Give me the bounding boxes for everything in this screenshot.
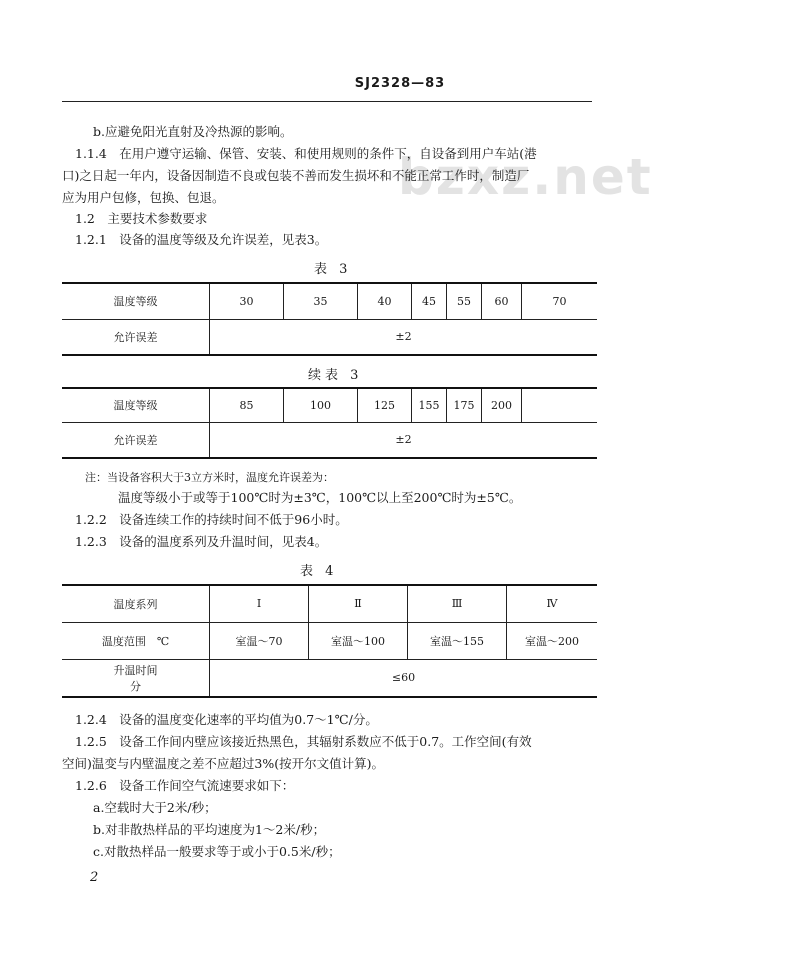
table3-continued [62,387,597,459]
table3-grade-cell: 55 [447,283,482,319]
table4-time-value: ≤60 [210,659,598,697]
table3-grade-cell: 70 [522,283,598,319]
page-number: 2 [90,870,99,885]
table3b-grade-cell: 175 [447,388,482,422]
table3-tolerance-value: ±2 [210,319,598,355]
table4-label-range: 温度范围 ℃ [62,622,210,659]
table3-label-tolerance: 允许误差 [62,319,210,355]
table4-caption: 表 4 [300,564,338,579]
table4-range-cell: 室温～70 [210,622,309,659]
clause-item-c: c.对散热样品一般要求等于或小于0.5米/秒； [93,844,341,859]
table3-grade-cell: 45 [412,283,447,319]
clause-1-2-heading: 1.2 主要技术参数要求 [75,211,208,226]
clause-1-2-5-line1: 1.2.5 设备工作间内壁应该接近热黑色，其辐射系数应不低于0.7。工作空间(有效 [75,734,532,749]
clause-1-2-6-text: 1.2.6 设备工作间空气流速要求如下： [75,778,295,793]
table3b-tolerance-value: ±2 [210,422,598,458]
table3 [62,282,597,356]
table4-label-series: 温度系列 [62,585,210,622]
table4-label-heating-time-line1: 升温时间 [113,663,158,677]
clause-1-2-4-text: 1.2.4 设备的温度变化速率的平均值为0.7～1℃/分。 [75,712,378,727]
table3b-grade-cell: 200 [482,388,522,422]
table3b-caption: 续表 3 [308,368,363,383]
clause-1-2-1-text: 1.2.1 设备的温度等级及允许误差，见表3。 [75,232,328,247]
clause-b-text: b.应避免阳光直射及冷热源的影响。 [93,124,293,139]
table3b-grade-cell: 155 [412,388,447,422]
note-line1: 注：当设备容积大于3立方米时，温度允许误差为： [85,471,334,484]
header-standard-code: SJ2328—83 [354,76,446,91]
clause-item-b: b.对非散热样品的平均速度为1～2米/秒； [93,822,326,837]
clause-1-2-5-line2: 空间)温变与内壁温度之差不应超过3%(按开尔文值计算)。 [62,756,384,771]
table4-series-cell: Ⅰ [210,585,309,622]
table4-series-cell: Ⅱ [309,585,408,622]
clause-1-1-4-line2: 口)之日起一年内，设备因制造不良或包装不善而发生损坏和不能正常工作时，制造厂 [62,168,530,183]
table3-grade-cell: 60 [482,283,522,319]
table4-series-cell: Ⅲ [408,585,507,622]
clause-item-a: a.空载时大于2米/秒； [93,800,217,815]
note-line2: 温度等级小于或等于100℃时为±3℃，100℃以上至200℃时为±5℃。 [118,490,522,505]
header-rule [62,101,592,102]
table3-grade-cell: 35 [284,283,358,319]
table3b-grade-cell: 85 [210,388,284,422]
table4-range-cell: 室温～200 [507,622,598,659]
table4-series-cell: Ⅳ [507,585,598,622]
table3-caption: 表 3 [314,262,352,277]
watermark: bzxz.net [398,148,653,206]
clause-1-1-4-line1: 1.1.4 在用户遵守运输、保管、安装、和使用规则的条件下，自设备到用户车站(港 [75,146,537,161]
table3-label-grade: 温度等级 [62,283,210,319]
table4-range-cell: 室温～100 [309,622,408,659]
table3-grade-cell: 30 [210,283,284,319]
table3b-grade-cell: 100 [284,388,358,422]
table3b-empty-cell [522,388,598,422]
clause-1-2-3-text: 1.2.3 设备的温度系列及升温时间，见表4。 [75,534,328,549]
table3b-label-grade: 温度等级 [62,388,210,422]
clause-1-1-4-line3: 应为用户包修，包换、包退。 [62,190,225,205]
table3b-grade-cell: 125 [358,388,412,422]
table3b-label-tolerance: 允许误差 [62,422,210,458]
table3-grade-cell: 40 [358,283,412,319]
table4 [62,584,597,698]
clause-1-2-2-text: 1.2.2 设备连续工作的持续时间不低于96小时。 [75,512,348,527]
table4-range-cell: 室温～155 [408,622,507,659]
table4-label-heating-time-line2: 分 [130,679,141,693]
table4-label-heating-time [62,659,210,697]
